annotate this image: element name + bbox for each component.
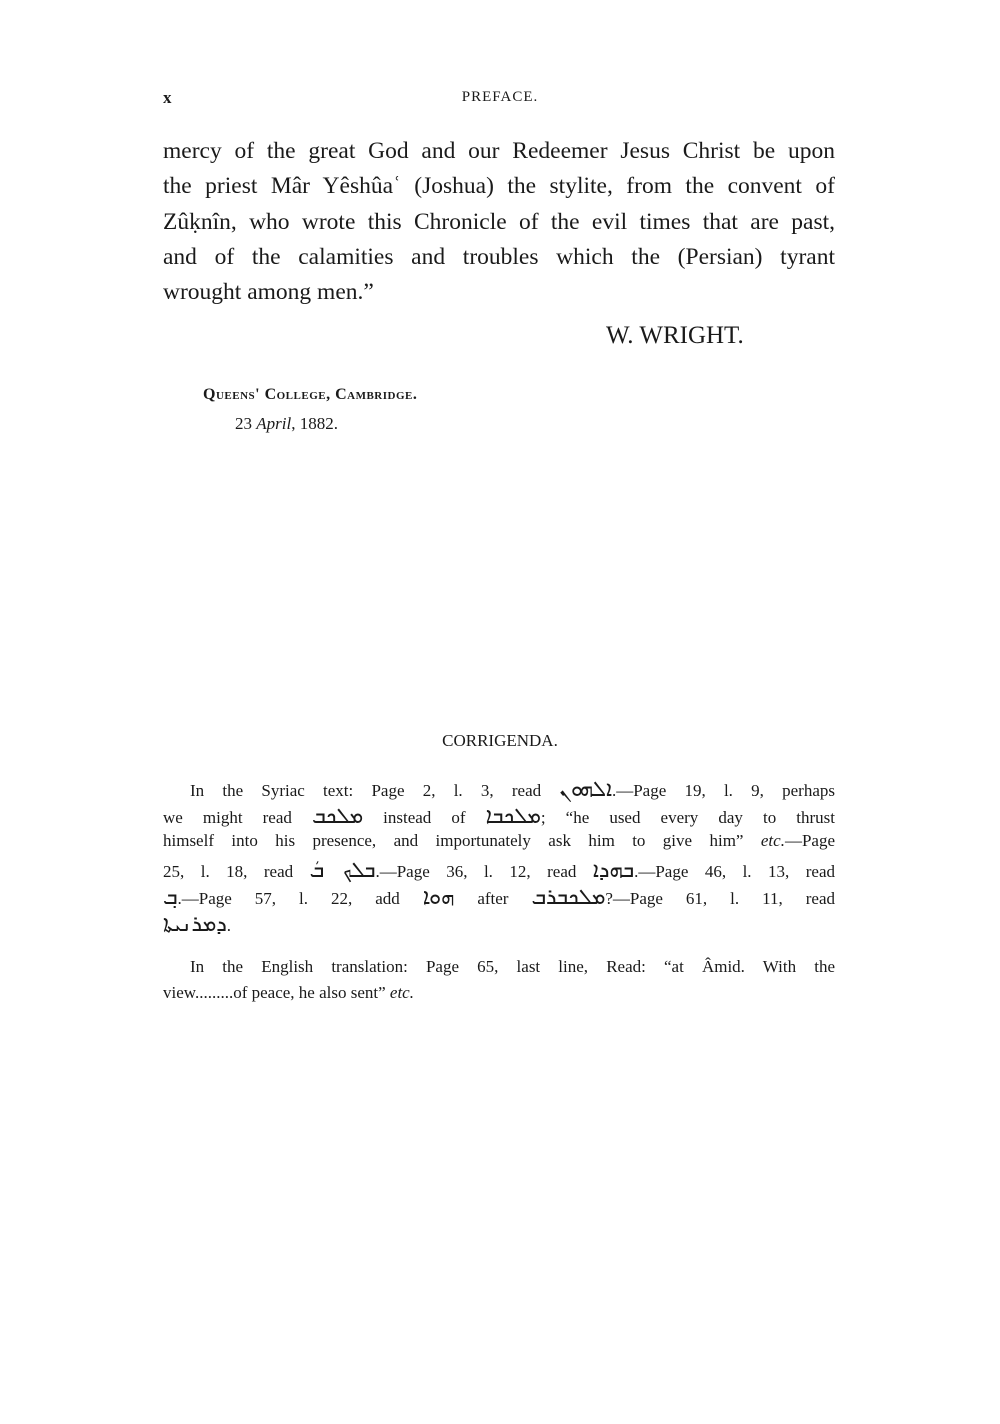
running-title: PREFACE.: [461, 89, 539, 105]
syriac-word: ܒܠܟ ܒܿ: [309, 858, 376, 883]
date-year: , 1882.: [291, 414, 338, 433]
text-segment: instead of: [363, 808, 486, 827]
text-segment: .: [226, 916, 231, 935]
text-segment: we might read: [163, 808, 312, 827]
text-segment: after: [454, 889, 532, 908]
page-number: x: [163, 88, 172, 107]
corrigenda-line: [163, 983, 835, 1007]
text-segment: In the Syriac text: Page 2, l. 3, read: [190, 781, 560, 800]
text-segment: view.........of peace, he also sent”: [163, 983, 390, 1002]
corrigenda-line: [190, 777, 835, 801]
syriac-word: ܒ݂: [163, 885, 178, 910]
corrigenda-line: [163, 912, 835, 936]
text-segment: .—Page 36, l. 12, read: [375, 862, 593, 881]
place-line: Queens' College, Cambridge.: [203, 386, 418, 403]
text-segment: ; “he used every day to thrust: [540, 808, 835, 827]
syriac-word: ܕܡܪܢܝܬܐ: [163, 912, 227, 937]
corrigenda-line: [190, 957, 835, 981]
text-segment: —Page: [784, 831, 835, 850]
preface-line: the priest Mâr Yêshûaʿ (Joshua) the stylite, from the convent of: [163, 173, 835, 200]
corrigenda-line: [163, 831, 835, 855]
corrigenda-line: [163, 858, 835, 882]
signature: W. WRIGHT.: [606, 322, 744, 349]
preface-line: wrought among men.”: [163, 279, 374, 306]
text-segment: ?—Page 61, l. 11, read: [605, 889, 835, 908]
date-line: [235, 414, 338, 434]
text-segment: etc.: [760, 831, 785, 850]
date-day: 23: [235, 414, 252, 433]
corrigenda-title: CORRIGENDA.: [442, 731, 558, 750]
syriac-word: ܗܘܐ: [422, 885, 455, 910]
syriac-word: ܒܗܕܐ: [592, 858, 635, 883]
syriac-word: ܡܠܟܒܪܒ: [531, 885, 606, 910]
text-segment: etc.: [389, 983, 414, 1002]
corrigenda-line: [163, 885, 835, 909]
syriac-word: ܡܠܟܒܐ: [485, 804, 541, 829]
syriac-word: ܡܠܟܒ: [311, 804, 364, 829]
preface-line: mercy of the great God and our Redeemer Jesus Christ be upon: [163, 138, 835, 164]
corrigenda-line: [163, 804, 835, 828]
text-segment: .—Page 57, l. 22, add: [177, 889, 423, 908]
text-segment: .—Page 46, l. 13, read: [634, 862, 835, 881]
text-segment: .—Page 19, l. 9, perhaps: [611, 781, 835, 800]
syriac-word: ܐܠܗܘܢ: [559, 777, 612, 802]
text-segment: himself into his presence, and importunately ask him to give him”: [163, 831, 761, 850]
preface-line: and of the calamities and troubles which the (Persian) tyrant: [163, 243, 835, 270]
text-segment: In the English translation: Page 65, last line, Read: “at Âmid. With the: [190, 957, 835, 976]
text-segment: 25, l. 18, read: [163, 862, 310, 881]
preface-line: Zûḳnîn, who wrote this Chronicle of the evil times that are past,: [163, 208, 835, 235]
date-month: April: [256, 414, 292, 433]
